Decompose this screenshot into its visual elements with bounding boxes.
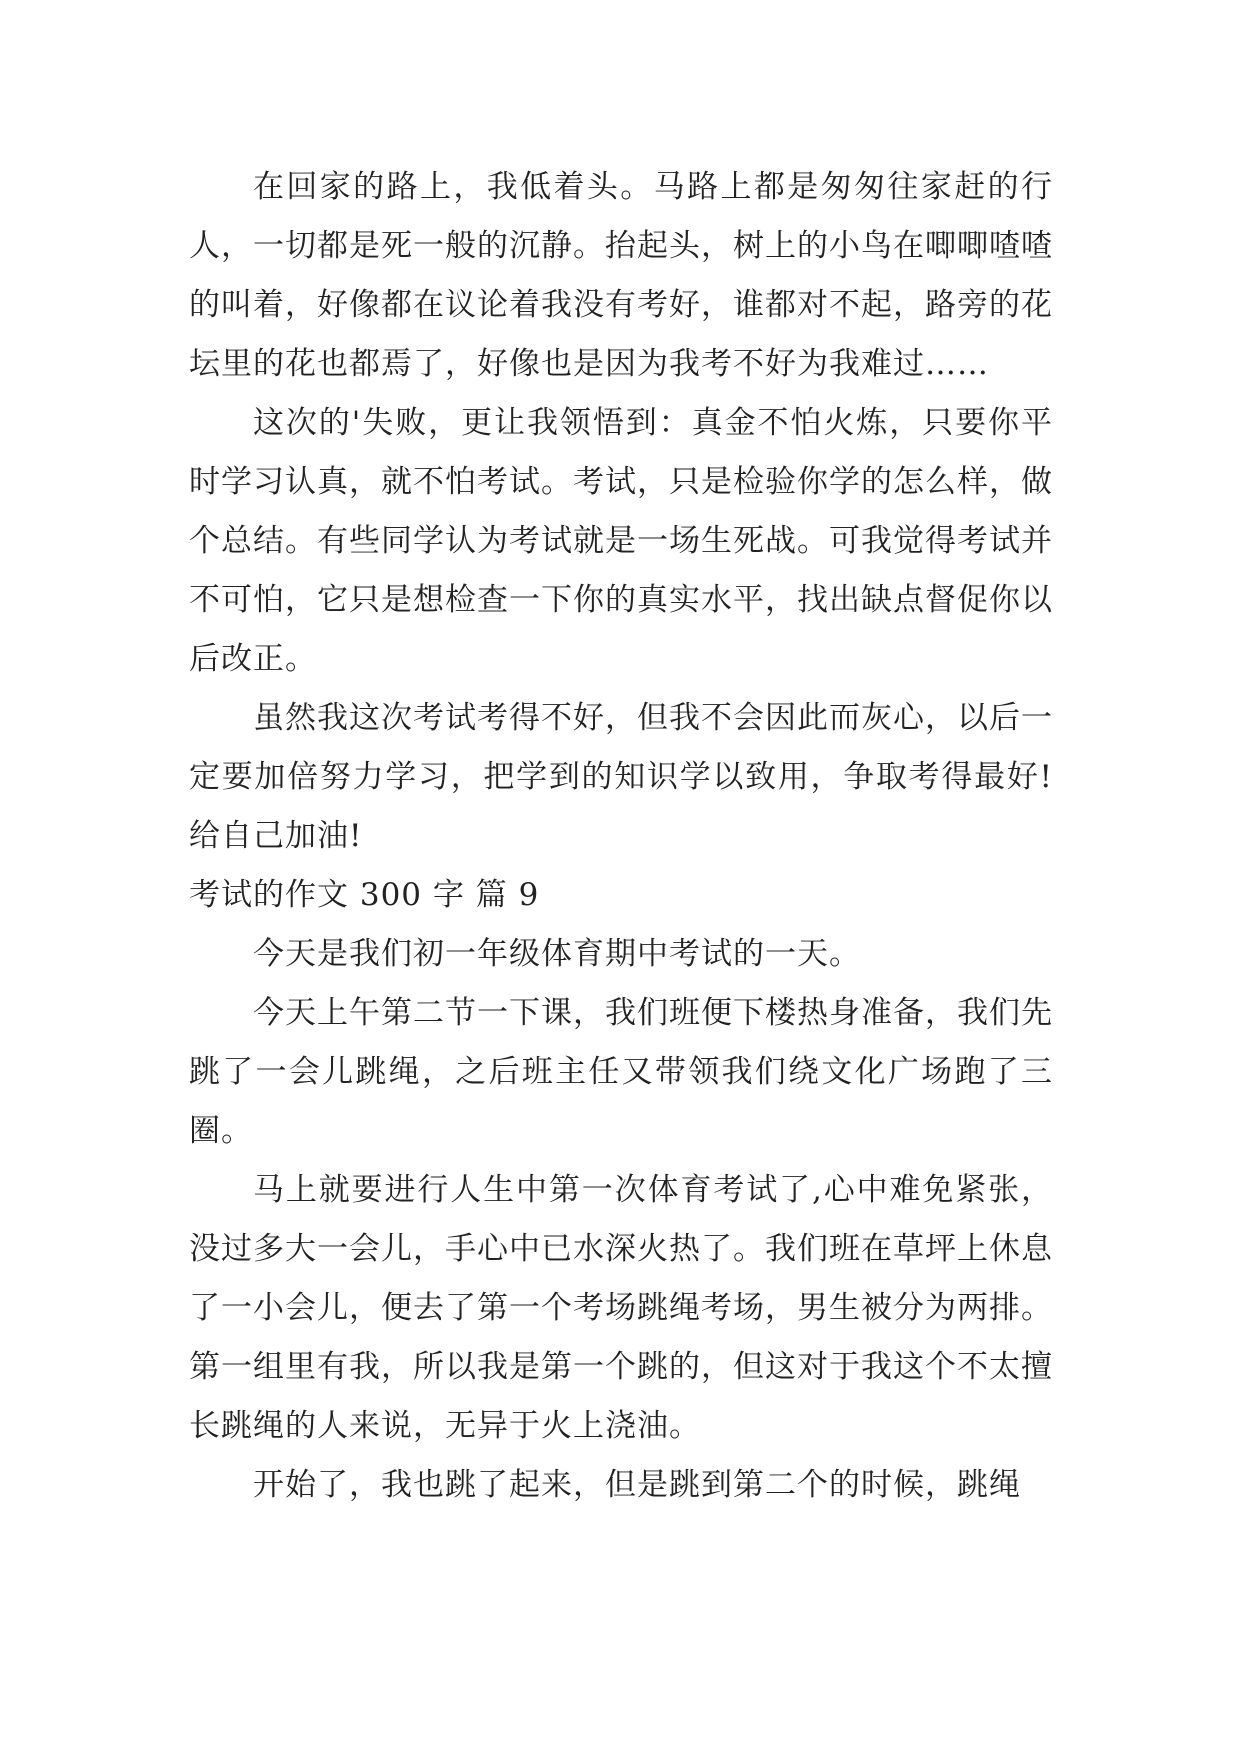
paragraph-6: 马上就要进行人生中第一次体育考试了,心中难免紧张，没过多大一会儿，手心中已水深火热了。我们班在草坪上休息了一小会儿，便去了第一个考场跳绳考场，男生被分为两排。第一组里有我，所以我是第一个跳的，但这对于我这个不太擅长跳绳的人来说，无异于火上浇油。: [189, 1172, 1053, 1444]
paragraph-7: 开始了，我也跳了起来，但是跳到第二个的时候，跳绳: [253, 1467, 1021, 1503]
paragraph-4: 今天是我们初一年级体育期中考试的一天。: [253, 936, 861, 972]
paragraph-3: 虽然我这次考试考得不好，但我不会因此而灰心，以后一定要加倍努力学习，把学到的知识学以致用，争取考得最好!给自己加油!: [189, 700, 1053, 854]
paragraph-1: 在回家的路上，我低着头。马路上都是匆匆往家赶的行人，一切都是死一般的沉静。抬起头，树上的小鸟在唧唧喳喳的叫着，好像都在议论着我没有考好，谁都对不起，路旁的花坛里的花也都焉了，好像也是因为我考不好为我难过……: [189, 169, 1053, 382]
document-page: [189, 158, 1053, 1515]
paragraph-5: 今天上午第二节一下课，我们班便下楼热身准备，我们先跳了一会儿跳绳，之后班主任又带领我们绕文化广场跑了三圈。: [189, 995, 1053, 1149]
paragraph-2: 这次的'失败，更让我领悟到：真金不怕火炼，只要你平时学习认真，就不怕考试。考试，只是检验你学的怎么样，做个总结。有些同学认为考试就是一场生死战。可我觉得考试并不可怕，它只是想检查一下你的真实水平，找出缺点督促你以后改正。: [189, 405, 1053, 677]
section-heading: 考试的作文 300 字 篇 9: [189, 877, 540, 913]
